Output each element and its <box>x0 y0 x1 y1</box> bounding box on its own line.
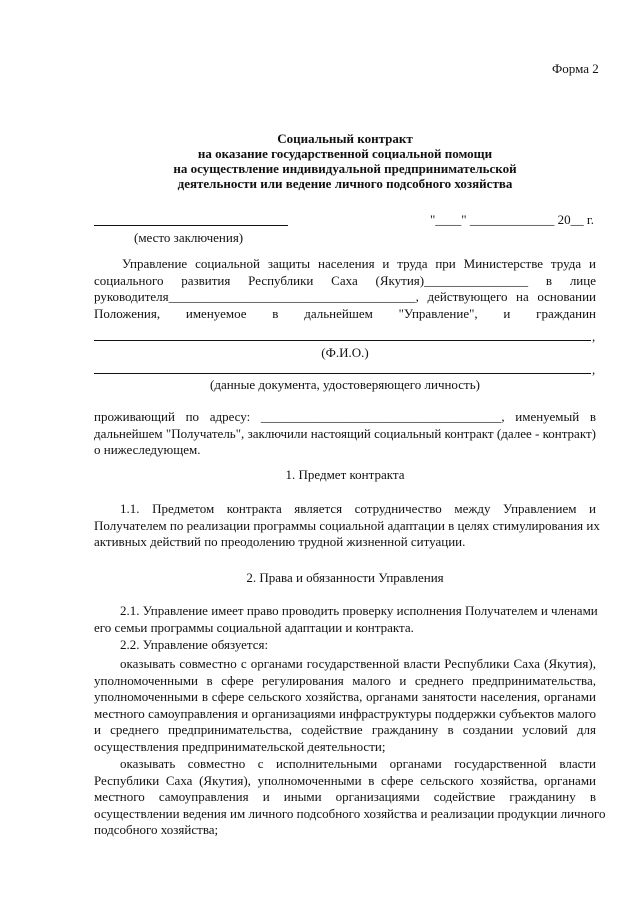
title-line-1: Социальный контракт <box>277 131 413 146</box>
item-a-line-6: осуществления предпринимательской деятельности; <box>94 738 386 754</box>
section-1-heading: 1. Предмет контракта <box>285 467 405 482</box>
clause-2-2-item-a <box>94 656 596 756</box>
item-a-line-5: и среднего предпринимательства, содействие гражданину в создании условий для <box>94 722 596 738</box>
clause-2-1 <box>94 603 596 636</box>
intro-line-2: социального развития Республики Саха (Якутия)________________ в лице <box>94 272 596 288</box>
item-a-line-1: оказывать совместно с органами государственной власти Республики Саха (Якутия), <box>120 656 596 671</box>
title-line-4: деятельности или ведение личного подсобного хозяйства <box>177 176 513 191</box>
clause-2-1-line-1: 2.1. Управление имеет право проводить проверку исполнения Получателем и членами <box>120 603 598 618</box>
section-1-line-1: 1.1. Предметом контракта является сотрудничество между Управлением и <box>120 501 596 516</box>
item-b-line-3: местного самоуправления и иными организациями содействие гражданину в <box>94 789 596 805</box>
address-paragraph <box>94 409 596 459</box>
fio-caption: (Ф.И.О.) <box>321 345 369 360</box>
clause-2-2-item-b <box>94 756 606 839</box>
clause-2-2: 2.2. Управление обязуется: <box>120 637 269 652</box>
document-comma: , <box>592 362 596 377</box>
intro-line-4: Положения, именуемое в дальнейшем "Управление", и гражданин <box>94 305 596 321</box>
title-line-3: на осуществление индивидуальной предпринимательской <box>173 161 517 176</box>
item-a-line-3: уполномоченными в сфере сельского хозяйства, органами занятости населения, органами <box>94 689 596 705</box>
place-caption: (место заключения) <box>134 230 244 245</box>
section-1-line-2: Получателем по реализации программы социальной адаптации в целях стимулирования их <box>94 517 600 533</box>
intro-line-1: Управление социальной защиты населения и труда при Министерстве труда и <box>122 256 596 271</box>
intro-paragraph <box>94 256 596 322</box>
fio-blank-line <box>94 340 591 341</box>
title-line-2: на оказание государственной социальной помощи <box>197 146 493 161</box>
section-2-heading: 2. Права и обязанности Управления <box>246 570 444 585</box>
item-b-line-2: Республики Саха (Якутия), уполномоченными в сфере сельского хозяйства, органами <box>94 772 596 788</box>
item-a-line-4: местного самоуправления и организациями инфраструктуры поддержки субъектов малого <box>94 705 596 721</box>
document-blank-line <box>94 373 591 374</box>
item-b-line-1: оказывать совместно с исполнительными органами государственной власти <box>120 756 596 771</box>
item-b-line-4: осуществлении ведения им личного подсобного хозяйства и реализации продукции личного <box>94 805 606 821</box>
section-1-paragraph <box>94 501 600 551</box>
item-a-line-2: уполномоченными в сфере регулирования малого и среднего предпринимательства, <box>94 672 596 688</box>
item-b-line-5: подсобного хозяйства; <box>94 822 219 838</box>
form-label: Форма 2 <box>552 61 599 76</box>
intro-line-3: руководителя______________________________________, действующего на основании <box>94 289 596 305</box>
clause-2-1-line-2: его семьи программы социальной адаптации и контракта. <box>94 619 414 635</box>
address-line-3: о нижеследующем. <box>94 442 201 458</box>
document-title <box>90 131 600 191</box>
place-blank-line <box>94 225 288 226</box>
fio-comma: , <box>592 329 596 344</box>
address-line-1: проживающий по адресу: _____________________________________, именуемый в <box>94 409 596 424</box>
document-caption: (данные документа, удостоверяющего личность) <box>210 377 480 392</box>
contract-date: "____" _____________ 20__ г. <box>430 212 594 227</box>
section-1-line-3: активных действий по преодолению трудной жизненной ситуации. <box>94 534 466 550</box>
address-line-2: дальнейшем "Получатель", заключили настоящий социальный контракт (далее - контракт) <box>94 425 596 441</box>
